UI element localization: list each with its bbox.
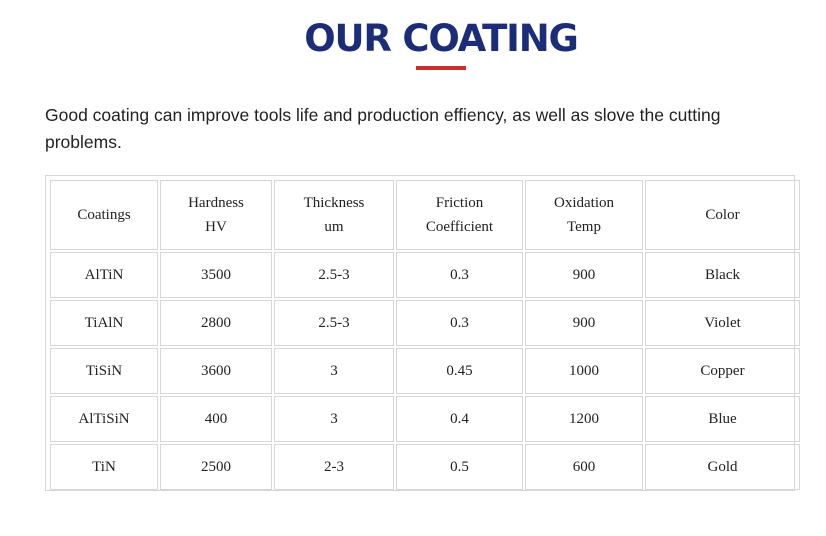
coating-table-container: [45, 175, 795, 491]
cell-thickness: 2.5-3: [274, 300, 394, 346]
cell-oxidation: 1200: [525, 396, 643, 442]
cell-coating: TiAlN: [50, 300, 158, 346]
cell-friction: 0.3: [396, 300, 523, 346]
coating-table: [48, 178, 802, 492]
cell-thickness: 3: [274, 348, 394, 394]
cell-color: Gold: [645, 444, 800, 490]
cell-oxidation: 1000: [525, 348, 643, 394]
cell-hardness: 2500: [160, 444, 272, 490]
cell-hardness: 2800: [160, 300, 272, 346]
cell-oxidation: 600: [525, 444, 643, 490]
table-header-row: [50, 180, 800, 250]
header-color: Color: [645, 180, 800, 250]
cell-coating: AlTiN: [50, 252, 158, 298]
table-row: [50, 396, 800, 442]
cell-oxidation: 900: [525, 252, 643, 298]
intro-text: Good coating can improve tools life and production effiency, as well as slove the cutting problems.: [45, 105, 721, 152]
header-friction: Friction Coefficient: [396, 180, 523, 250]
table-row: [50, 444, 800, 490]
cell-hardness: 3500: [160, 252, 272, 298]
cell-coating: TiSiN: [50, 348, 158, 394]
cell-thickness: 3: [274, 396, 394, 442]
table-row: [50, 252, 800, 298]
table-row: [50, 348, 800, 394]
cell-color: Black: [645, 252, 800, 298]
page-title: OUR COATING: [304, 17, 578, 60]
header-oxidation: Oxidation Temp: [525, 180, 643, 250]
cell-color: Blue: [645, 396, 800, 442]
cell-friction: 0.3: [396, 252, 523, 298]
cell-oxidation: 900: [525, 300, 643, 346]
cell-color: Copper: [645, 348, 800, 394]
title-underline: [416, 66, 466, 70]
header-hardness: Hardness HV: [160, 180, 272, 250]
cell-thickness: 2.5-3: [274, 252, 394, 298]
cell-friction: 0.45: [396, 348, 523, 394]
cell-friction: 0.5: [396, 444, 523, 490]
cell-hardness: 400: [160, 396, 272, 442]
cell-thickness: 2-3: [274, 444, 394, 490]
table-row: [50, 300, 800, 346]
cell-coating: TiN: [50, 444, 158, 490]
cell-coating: AlTiSiN: [50, 396, 158, 442]
header-thickness: Thickness um: [274, 180, 394, 250]
header-coatings: Coatings: [50, 180, 158, 250]
cell-friction: 0.4: [396, 396, 523, 442]
cell-color: Violet: [645, 300, 800, 346]
cell-hardness: 3600: [160, 348, 272, 394]
